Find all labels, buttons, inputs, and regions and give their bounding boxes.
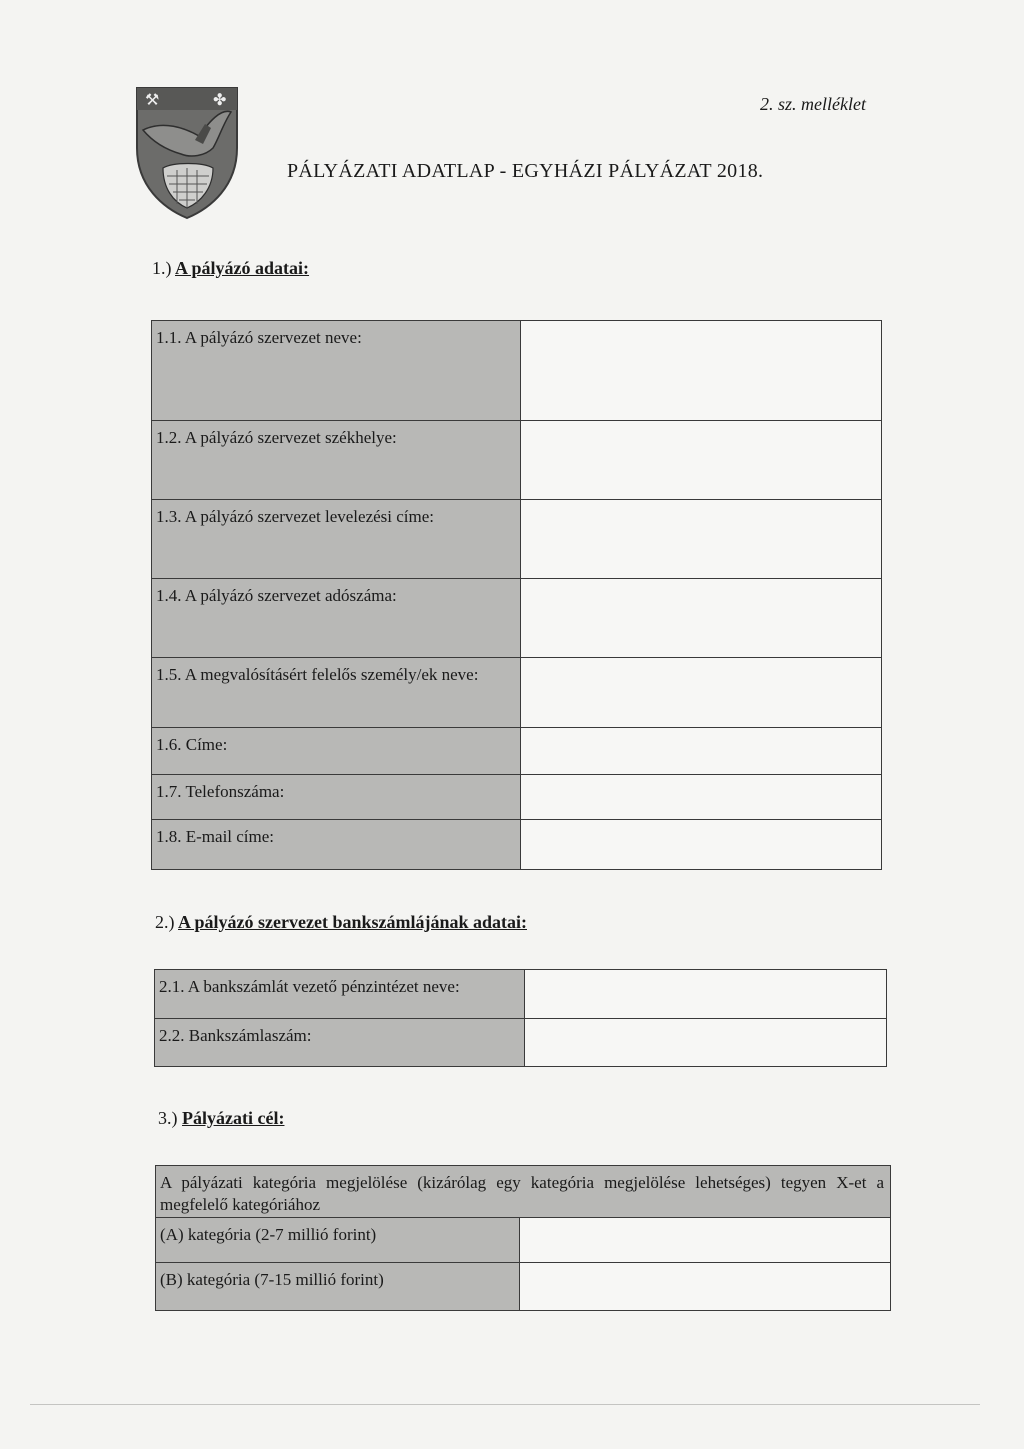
category-b-checkbox[interactable] [519,1263,890,1311]
applicant-data-table [151,320,882,870]
email-field[interactable] [520,820,881,870]
responsible-persons-field[interactable] [520,658,881,728]
category-b-label: (B) kategória (7-15 millió forint) [156,1263,520,1311]
bank-name-field[interactable] [524,970,886,1019]
section-2-number: 2.) [155,912,175,932]
table-row [152,500,882,579]
mailing-address-field[interactable] [520,500,881,579]
table-row [152,321,882,421]
category-a-checkbox[interactable] [519,1218,890,1263]
field-label: 1.6. Címe: [152,728,521,775]
bank-account-table [154,969,887,1067]
address-field[interactable] [520,728,881,775]
field-label: 1.5. A megvalósításért felelős személy/ek neve: [152,658,521,728]
section-2-title: A pályázó szervezet bankszámlájának adatai: [178,912,527,932]
table-row [152,658,882,728]
table-row [156,1166,891,1218]
table-row [152,775,882,820]
organization-name-field[interactable] [520,321,881,421]
svg-text:⚒: ⚒ [145,90,160,109]
category-a-label: (A) kategória (2-7 millió forint) [156,1218,520,1263]
account-number-field[interactable] [524,1019,886,1067]
field-label: 2.1. A bankszámlát vezető pénzintézet neve: [155,970,525,1019]
field-label: 1.2. A pályázó szervezet székhelye: [152,421,521,500]
page-title: PÁLYÁZATI ADATLAP - EGYHÁZI PÁLYÁZAT 2018. [287,160,764,182]
section-1-heading [152,258,309,279]
field-label: 1.4. A pályázó szervezet adószáma: [152,579,521,658]
category-instruction: A pályázati kategória megjelölése (kizárólag egy kategória megjelölése lehetséges) tegyen X-et a megfelelő kategóriához [156,1166,891,1218]
tax-number-field[interactable] [520,579,881,658]
table-row [156,1218,891,1263]
table-row [152,728,882,775]
field-label: 1.8. E-mail címe: [152,820,521,870]
field-label: 1.1. A pályázó szervezet neve: [152,321,521,421]
section-1-number: 1.) [152,258,172,278]
table-row [152,820,882,870]
coat-of-arms-icon [133,84,241,220]
annex-label: 2. sz. melléklet [760,94,866,114]
footer-divider [30,1404,980,1405]
field-label: 1.3. A pályázó szervezet levelezési címe: [152,500,521,579]
phone-field[interactable] [520,775,881,820]
section-3-heading [158,1108,284,1129]
field-label: 1.7. Telefonszáma: [152,775,521,820]
section-3-title: Pályázati cél: [182,1108,285,1128]
table-row [152,421,882,500]
table-row [155,970,887,1019]
svg-text:✤: ✤ [213,90,227,109]
field-label: 2.2. Bankszámlaszám: [155,1019,525,1067]
grant-category-table [155,1165,891,1311]
table-row [155,1019,887,1067]
section-3-number: 3.) [158,1108,178,1128]
section-1-title: A pályázó adatai: [175,258,310,278]
table-row [156,1263,891,1311]
headquarters-field[interactable] [520,421,881,500]
table-row [152,579,882,658]
section-2-heading [155,912,527,933]
